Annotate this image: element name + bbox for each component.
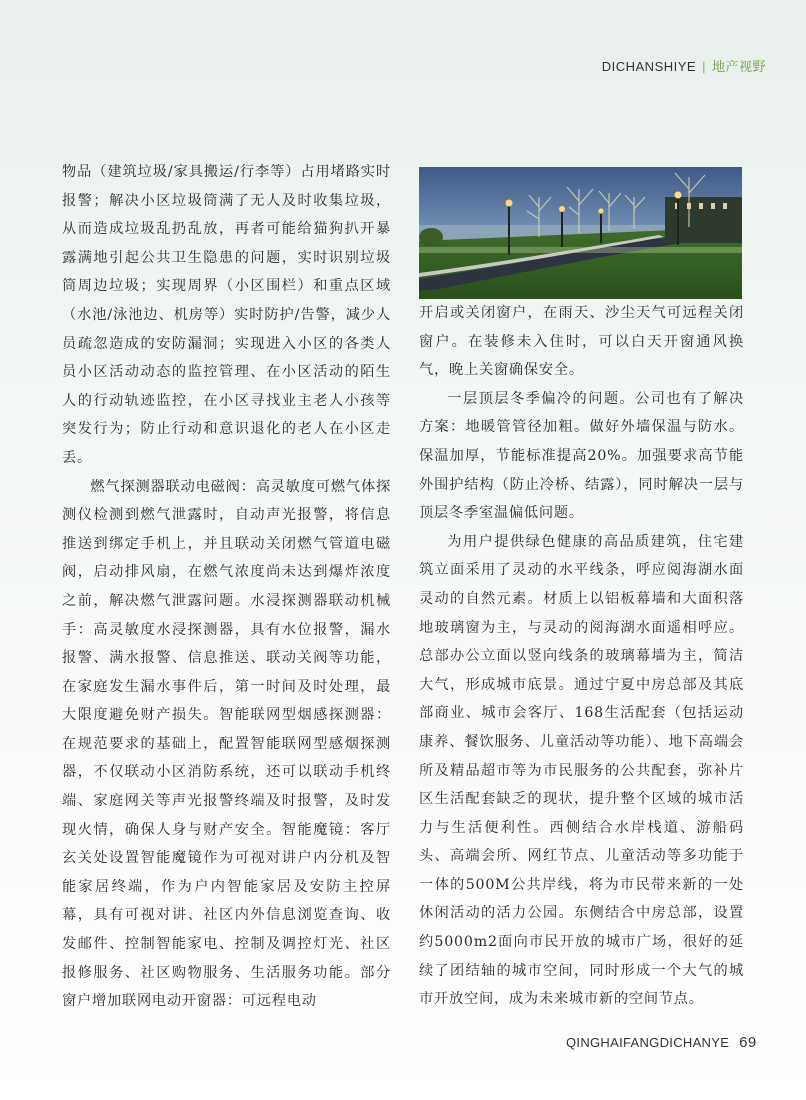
right-column [419, 299, 744, 1014]
magazine-name: DICHANSHIYE [601, 59, 697, 74]
right-paragraph-1: 开启或关闭窗户，在雨天、沙尘天气可远程关闭窗户。在装修未入住时，可以白天开窗通风换气，晚上关窗确保安全。 [419, 305, 744, 379]
left-paragraph-1: 物品（建筑垃圾/家具搬运/行李等）占用堵路实时报警；解决小区垃圾筒满了无人及时收集垃圾，从而造成垃圾乱扔乱放，再者可能给猫狗扒开暴露满地引起公共卫生隐患的问题，实时识别垃圾筒周边垃圾；实现周界（小区围栏）和重点区域（水池/泳池边、机房等）实时防护/告警，减少人员疏忽造成的安防漏洞；实现进入小区的各类人员小区活动动态的监控管理、在小区活动的陌生人的行动轨迹监控，在小区寻找业主老人小孩等突发行为；防止行动和意识退化的老人在小区走丢。 [62, 164, 391, 466]
page-number: 69 [739, 1034, 757, 1051]
publication-name: QINGHAIFANGDICHANYE [566, 1035, 730, 1050]
page-header [602, 56, 766, 75]
lakeside-photo [419, 167, 742, 299]
header-separator: | [702, 59, 706, 74]
right-paragraph-2: 一层顶层冬季偏冷的问题。公司也有了解决方案：地暖管管径加粗。做好外墙保温与防水。保温加厚，节能标准提高20%。加强要求高节能外围护结构（防止冷桥、结露），同时解决一层与顶层冬季室温偏低问题。 [419, 390, 744, 522]
right-paragraph-3: 为用户提供绿色健康的高品质建筑，住宅建筑立面采用了灵动的水平线条，呼应阅海湖水面灵动的自然元素。材质上以铝板幕墙和大面积落地玻璃窗为主，与灵动的阅海湖水面遥相呼应。总部办公立面以竖向线条的玻璃幕墙为主，简洁大气，形成城市底景。通过宁夏中房总部及其底部商业、城市会客厅、168生活配套（包括运动康养、餐饮服务、儿童活动等功能）、地下高端会所及精品超市等为市民服务的公共配套，弥补片区生活配套缺乏的现状，提升整个区域的城市活力与生活便利性。西侧结合水岸栈道、游船码头、高端会所、网红节点、儿童活动等多功能于一体的500M公共岸线，将为市民带来新的一处休闲活动的活力公园。东侧结合中房总部，设置约5000m2面向市民开放的城市广场，很好的延续了团结轴的城市空间，同时形成一个大气的城市开放空间，成为未来城市新的空间节点。 [419, 533, 744, 1008]
left-paragraph-2: 燃气探测器联动电磁阀：高灵敏度可燃气体探测仪检测到燃气泄露时，自动声光报警，将信息推送到绑定手机上，并且联动关闭燃气管道电磁阀，启动排风扇，在燃气浓度尚未达到爆炸浓度之前，解决燃气泄露问题。水浸探测器联动机械手：高灵敏度水浸探测器，具有水位报警，漏水报警、满水报警、信息推送、联动关阀等功能，在家庭发生漏水事件后，第一时间及时处理，最大限度避免财产损失。智能联网型烟感探测器：在规范要求的基础上，配置智能联网型感烟探测器，不仅联动小区消防系统，还可以联动手机终端、家庭网关等声光报警终端及时报警，及时发现火情，确保人身与财产安全。智能魔镜：客厅玄关处设置智能魔镜作为可视对讲户内分机及智能家居终端，作为户内智能家居及安防主控屏幕，具有可视对讲、社区内外信息浏览查询、收发邮件、控制智能家电、控制及调控灯光、社区报修服务、社区购物服务、生活服务功能。部分窗户增加联网电动开窗器：可远程电动 [62, 478, 391, 1010]
page-footer [566, 1034, 756, 1051]
left-column [62, 158, 391, 1016]
lakeside-photo-illustration [419, 167, 742, 299]
section-name: 地产视野 [711, 60, 766, 75]
